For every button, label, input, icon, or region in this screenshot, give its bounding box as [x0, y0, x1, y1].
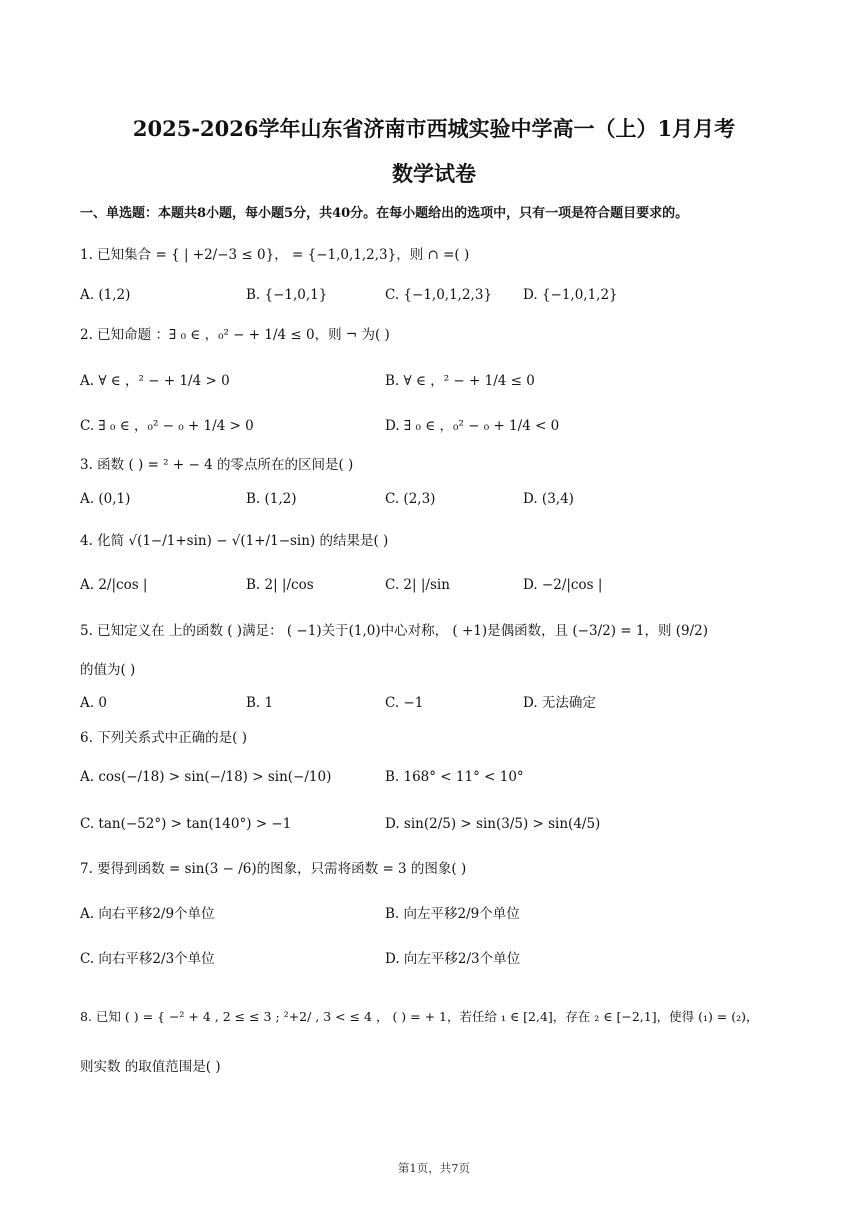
question-stem-cont: 的值为( )	[80, 662, 136, 678]
option: A. 2/|cos |	[80, 577, 148, 593]
option: C. 向右平移2/3个单位	[80, 951, 215, 967]
page-footer: 第1页，共7页	[397, 1161, 471, 1175]
option: C. −1	[385, 695, 424, 711]
option: C. tan(−52°) > tan(140°) > −1	[80, 816, 292, 832]
question-stem: 7. 要得到函数 = sin(3 − /6)的图象，只需将函数 = 3 的图象( )	[80, 861, 467, 877]
question-stem: 5. 已知定义在 上的函数 ( )满足： ( −1)关于(1,0)中心对称， ( +1)是偶函数，且 (−3/2) = 1，则 (9/2)	[80, 623, 709, 639]
exam-subtitle: 数学试卷	[392, 161, 476, 186]
option: D. sin(2/5) > sin(3/5) > sin(4/5)	[385, 816, 601, 832]
option: B. (1,2)	[246, 491, 297, 507]
option: D. {−1,0,1,2}	[523, 287, 618, 303]
question-stem: 3. 函数 ( ) = ² + − 4 的零点所在的区间是( )	[80, 457, 354, 473]
option: A. cos(−/18) > sin(−/18) > sin(−/10)	[80, 769, 332, 785]
question-stem: 4. 化简 √(1−/1+sin) − √(1+/1−sin) 的结果是( )	[80, 533, 389, 549]
question-stem: 1. 已知集合 = { | +2/−3 ≤ 0}， = {−1,0,1,2,3}，则 ∩ =( )	[80, 247, 470, 263]
option: A. (1,2)	[80, 287, 131, 303]
option: A. (0,1)	[80, 491, 131, 507]
option: C. (2,3)	[385, 491, 436, 507]
option: D. 向左平移2/3个单位	[385, 951, 521, 967]
option: B. 向左平移2/9个单位	[385, 906, 520, 922]
section-header: 一、单选题：本题共8小题，每小题5分，共40分。在每小题给出的选项中，只有一项是符合题目要求的。	[80, 206, 689, 221]
option: A. ∀ ∈ ，² − + 1/4 > 0	[80, 373, 230, 389]
option: D. 无法确定	[523, 695, 596, 711]
option: C. ∃ ₀ ∈ ，₀² − ₀ + 1/4 > 0	[80, 418, 254, 434]
option: A. 0	[80, 695, 107, 711]
option: C. 2| |/sin	[385, 577, 450, 593]
option: C. {−1,0,1,2,3}	[385, 287, 493, 303]
question-stem: 2. 已知命题 ：∃ ₀ ∈ ，₀² − + 1/4 ≤ 0，则 ¬ 为( )	[80, 327, 390, 343]
exam-title: 2025-2026学年山东省济南市西城实验中学高一（上）1月月考	[132, 116, 736, 141]
option: B. 168° < 11° < 10°	[385, 769, 524, 785]
question-stem: 8. 已知 ( ) = { −² + 4 , 2 ≤ ≤ 3 ; ²+2/ , 3 < ≤ 4 ， ( ) = + 1，若任给 ₁ ∈ [2,4]，存在 ₂ ∈ [−2,1]，使得 (₁) = (₂)，	[80, 1009, 759, 1024]
option: B. 1	[246, 695, 274, 711]
option: B. ∀ ∈ ，² − + 1/4 ≤ 0	[385, 373, 535, 389]
option: A. 向右平移2/9个单位	[80, 906, 215, 922]
question-stem: 6. 下列关系式中正确的是( )	[80, 730, 247, 746]
option: D. ∃ ₀ ∈ ，₀² − ₀ + 1/4 < 0	[385, 418, 560, 434]
option: B. {−1,0,1}	[246, 287, 328, 303]
option: D. −2/|cos |	[523, 577, 603, 593]
option: B. 2| |/cos	[246, 577, 314, 593]
option: D. (3,4)	[523, 491, 574, 507]
question-stem-cont: 则实数 的取值范围是( )	[80, 1059, 221, 1075]
